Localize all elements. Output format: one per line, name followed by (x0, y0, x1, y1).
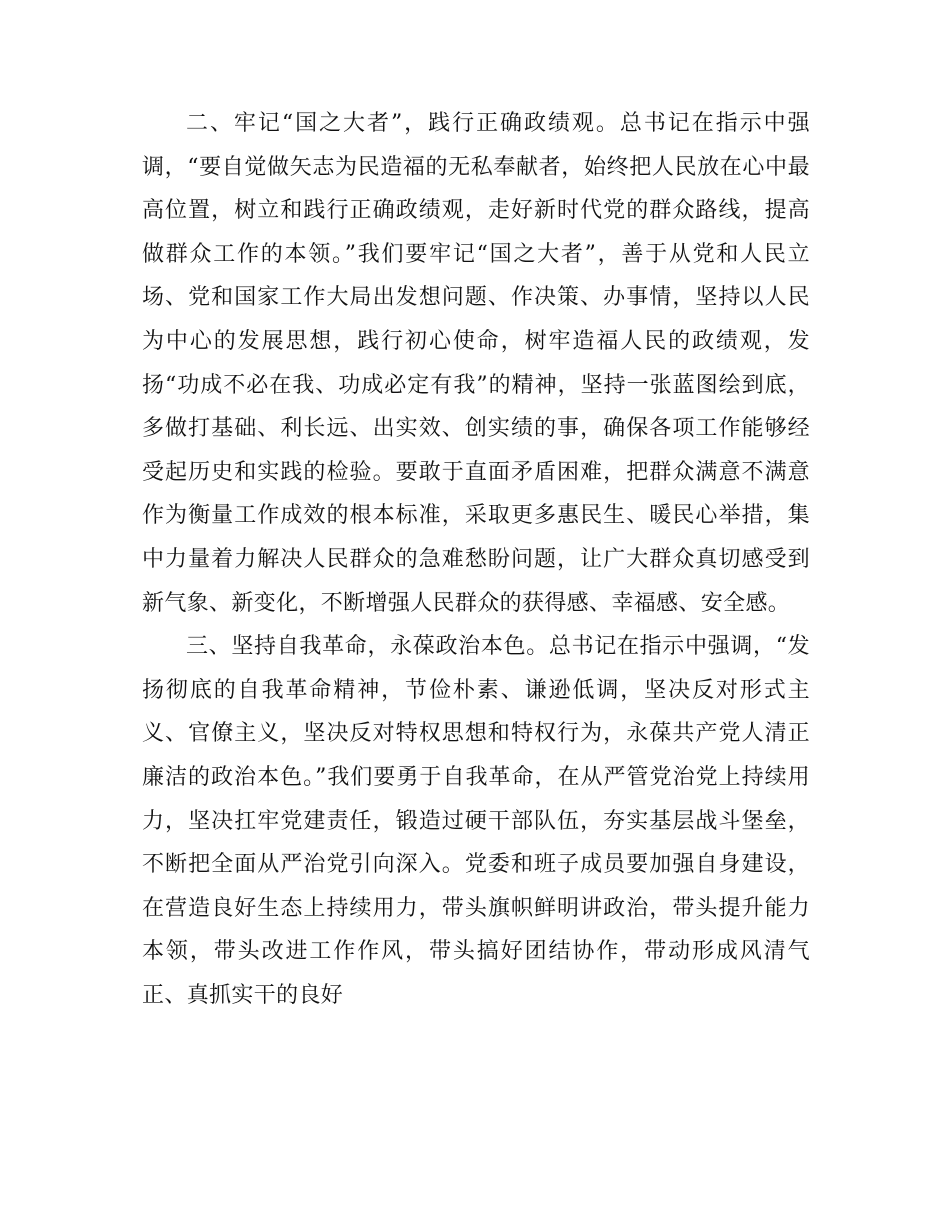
paragraph-3: 三、坚持自我革命，永葆政治本色。总书记在指示中强调，“发扬彻底的自我革命精神，节俭朴素、谦逊低调，坚决反对形式主义、官僚主义，坚决反对特权思想和特权行为，永葆共产党人清正廉洁的政治本色。”我们要勇于自我革命，在从严管党治党上持续用力，坚决扛牢党建责任，锻造过硬干部队伍，夯实基层战斗堡垒，不断把全面从严治党引向深入。党委和班子成员要加强自身建设，在营造良好生态上持续用力，带头旗帜鲜明讲政治，带头提升能力本领，带头改进工作作风，带头搞好团结协作，带动形成风清气正、真抓实干的良好 (142, 634, 810, 1008)
paragraph-2: 二、牢记“国之大者”，践行正确政绩观。总书记在指示中强调，“要自觉做矢志为民造福的无私奉献者，始终把人民放在心中最高位置，树立和践行正确政绩观，走好新时代党的群众路线，提高做群众工作的本领。”我们要牢记“国之大者”，善于从党和人民立场、党和国家工作大局出发想问题、作决策、办事情，坚持以人民为中心的发展思想，践行初心使命，树牢造福人民的政绩观，发扬“功成不必在我、功成必定有我”的精神，坚持一张蓝图绘到底，多做打基础、利长远、出实效、创实绩的事，确保各项工作能够经受起历史和实践的检验。要敢于直面矛盾困难，把群众满意不满意作为衡量工作成效的根本标准，采取更多惠民生、暖民心举措，集中力量着力解决人民群众的急难愁盼问题，让广大群众真切感受到新气象、新变化，不断增强人民群众的获得感、幸福感、安全感。 (142, 111, 810, 616)
document-body (142, 102, 810, 1017)
